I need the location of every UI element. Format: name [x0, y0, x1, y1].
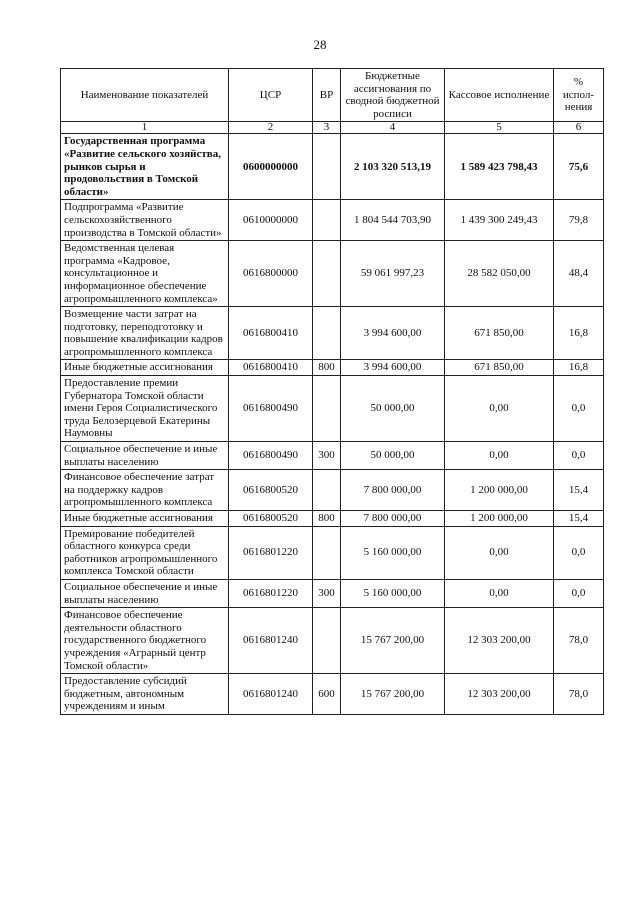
- cell-name: Премирование победителей областного конкурса среди работников агропромышленного комплекса Томской области: [61, 526, 229, 579]
- cell-csr: 0616800000: [229, 241, 313, 307]
- cell-vr: 600: [313, 674, 341, 715]
- cell-name: Финансовое обеспечение затрат на поддержку кадров агропромышленного комплекса: [61, 470, 229, 511]
- header-vr: ВР: [313, 69, 341, 122]
- cell-cash: 671 850,00: [445, 307, 554, 360]
- cell-percent: 0,0: [554, 526, 604, 579]
- cell-name: Финансовое обеспечение деятельности областного государственного бюджетного учреждения «Аграрный центр Томской области»: [61, 608, 229, 674]
- table-row: [61, 511, 604, 527]
- column-number: 1: [61, 122, 229, 134]
- cell-vr: [313, 608, 341, 674]
- cell-budget: 2 103 320 513,19: [341, 134, 445, 200]
- cell-cash: 1 200 000,00: [445, 511, 554, 527]
- cell-name: Возмещение части затрат на подготовку, переподготовку и повышение квалификации кадров агропромышленного комплекса: [61, 307, 229, 360]
- cell-name: Ведомственная целевая программа «Кадровое, консультационное и информационное обеспечение агропромышленного комплекса»: [61, 241, 229, 307]
- table-row: [61, 376, 604, 442]
- cell-cash: 1 200 000,00: [445, 470, 554, 511]
- cell-budget: 3 994 600,00: [341, 360, 445, 376]
- column-number: 3: [313, 122, 341, 134]
- header-csr: ЦСР: [229, 69, 313, 122]
- cell-csr: 0616801240: [229, 608, 313, 674]
- table-row: [61, 470, 604, 511]
- cell-name: Иные бюджетные ассигнования: [61, 511, 229, 527]
- cell-csr: 0610000000: [229, 200, 313, 241]
- cell-cash: 0,00: [445, 442, 554, 470]
- cell-vr: 800: [313, 360, 341, 376]
- cell-name: Иные бюджетные ассигнования: [61, 360, 229, 376]
- cell-budget: 3 994 600,00: [341, 307, 445, 360]
- page-number: 28: [313, 37, 327, 52]
- cell-vr: [313, 241, 341, 307]
- column-number: 5: [445, 122, 554, 134]
- cell-name: Предоставление субсидий бюджетным, автономным учреждениям и иным: [61, 674, 229, 715]
- cell-cash: 0,00: [445, 376, 554, 442]
- cell-csr: 0616800490: [229, 442, 313, 470]
- cell-budget: 50 000,00: [341, 376, 445, 442]
- cell-budget: 15 767 200,00: [341, 608, 445, 674]
- cell-name: Подпрограмма «Развитие сельскохозяйственного производства в Томской области»: [61, 200, 229, 241]
- cell-budget: 7 800 000,00: [341, 470, 445, 511]
- table-row: [61, 241, 604, 307]
- budget-execution-table: [60, 68, 604, 715]
- cell-cash: 0,00: [445, 579, 554, 607]
- cell-cash: 0,00: [445, 526, 554, 579]
- cell-budget: 7 800 000,00: [341, 511, 445, 527]
- header-name: Наименование показателей: [61, 69, 229, 122]
- cell-budget: 59 061 997,23: [341, 241, 445, 307]
- cell-percent: 16,8: [554, 307, 604, 360]
- cell-vr: [313, 470, 341, 511]
- cell-csr: 0616801240: [229, 674, 313, 715]
- cell-budget: 15 767 200,00: [341, 674, 445, 715]
- cell-csr: 0616800520: [229, 511, 313, 527]
- cell-percent: 0,0: [554, 376, 604, 442]
- header-budget: Бюджетные ассигнования по сводной бюджетной росписи: [341, 69, 445, 122]
- cell-percent: 15,4: [554, 511, 604, 527]
- column-number: 6: [554, 122, 604, 134]
- cell-percent: 0,0: [554, 579, 604, 607]
- cell-vr: [313, 526, 341, 579]
- cell-name: Государственная программа «Развитие сельского хозяйства, рынков сырья и продовольствия в Томской области»: [61, 134, 229, 200]
- header-percent: % испол-нения: [554, 69, 604, 122]
- cell-percent: 75,6: [554, 134, 604, 200]
- cell-csr: 0616800520: [229, 470, 313, 511]
- column-number: 2: [229, 122, 313, 134]
- cell-csr: 0616800410: [229, 360, 313, 376]
- cell-budget: 5 160 000,00: [341, 579, 445, 607]
- table-row: [61, 200, 604, 241]
- column-number: 4: [341, 122, 445, 134]
- cell-percent: 15,4: [554, 470, 604, 511]
- cell-vr: 800: [313, 511, 341, 527]
- cell-vr: 300: [313, 579, 341, 607]
- cell-percent: 78,0: [554, 674, 604, 715]
- cell-csr: 0600000000: [229, 134, 313, 200]
- cell-cash: 1 439 300 249,43: [445, 200, 554, 241]
- cell-cash: 671 850,00: [445, 360, 554, 376]
- table-row: [61, 134, 604, 200]
- cell-csr: 0616801220: [229, 526, 313, 579]
- cell-name: Предоставление премии Губернатора Томской области имени Героя Социалистического труда Белозерцевой Екатерины Наумовны: [61, 376, 229, 442]
- cell-csr: 0616801220: [229, 579, 313, 607]
- cell-cash: 12 303 200,00: [445, 608, 554, 674]
- cell-budget: 50 000,00: [341, 442, 445, 470]
- table-row: [61, 360, 604, 376]
- cell-budget: 1 804 544 703,90: [341, 200, 445, 241]
- cell-csr: 0616800490: [229, 376, 313, 442]
- cell-cash: 1 589 423 798,43: [445, 134, 554, 200]
- cell-percent: 79,8: [554, 200, 604, 241]
- table-row: [61, 674, 604, 715]
- cell-vr: [313, 134, 341, 200]
- cell-vr: [313, 307, 341, 360]
- cell-csr: 0616800410: [229, 307, 313, 360]
- cell-budget: 5 160 000,00: [341, 526, 445, 579]
- header-cash: Кассовое исполнение: [445, 69, 554, 122]
- table-row: [61, 579, 604, 607]
- cell-cash: 12 303 200,00: [445, 674, 554, 715]
- cell-name: Социальное обеспечение и иные выплаты населению: [61, 442, 229, 470]
- table-row: [61, 608, 604, 674]
- table-header-row: [61, 69, 604, 122]
- cell-cash: 28 582 050,00: [445, 241, 554, 307]
- cell-vr: 300: [313, 442, 341, 470]
- table-row: [61, 307, 604, 360]
- cell-vr: [313, 376, 341, 442]
- cell-percent: 78,0: [554, 608, 604, 674]
- cell-percent: 0,0: [554, 442, 604, 470]
- column-number-row: [61, 122, 604, 134]
- table-row: [61, 526, 604, 579]
- cell-vr: [313, 200, 341, 241]
- cell-percent: 16,8: [554, 360, 604, 376]
- cell-percent: 48,4: [554, 241, 604, 307]
- cell-name: Социальное обеспечение и иные выплаты населению: [61, 579, 229, 607]
- table-row: [61, 442, 604, 470]
